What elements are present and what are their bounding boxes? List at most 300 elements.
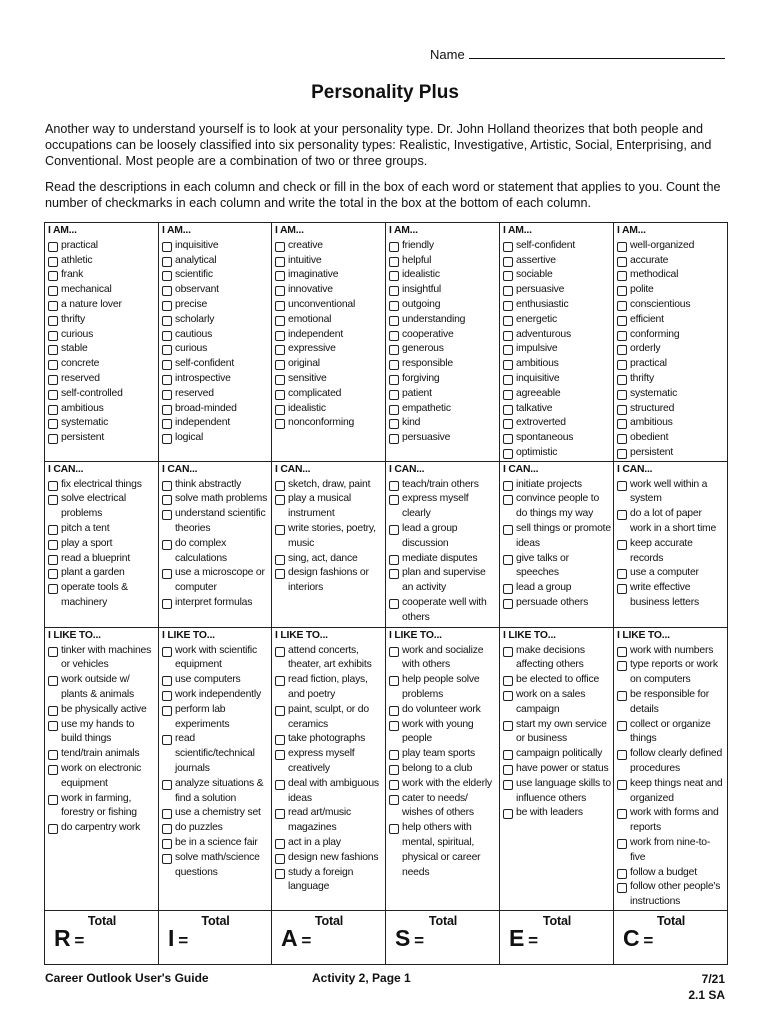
checklist-item bbox=[389, 372, 497, 387]
checklist-item-label: keep accurate records bbox=[630, 537, 693, 564]
checkbox[interactable] bbox=[275, 301, 285, 311]
checkbox[interactable] bbox=[617, 375, 627, 385]
checkbox[interactable] bbox=[48, 795, 58, 805]
checklist-item-label: analytical bbox=[175, 254, 217, 266]
checkbox[interactable] bbox=[389, 390, 399, 400]
checkbox[interactable] bbox=[389, 824, 399, 834]
checklist bbox=[389, 239, 497, 446]
checklist-item-label: persuasive bbox=[516, 284, 565, 296]
checkbox[interactable] bbox=[389, 780, 399, 790]
checklist-item-label: sell things or promote ideas bbox=[516, 522, 611, 549]
checkbox[interactable] bbox=[617, 286, 627, 296]
checkbox[interactable] bbox=[503, 434, 513, 444]
equals-sign: = bbox=[74, 930, 85, 950]
checklist-item bbox=[48, 718, 156, 748]
checkbox[interactable] bbox=[162, 301, 172, 311]
checkbox[interactable] bbox=[275, 854, 285, 864]
checkbox[interactable] bbox=[389, 271, 399, 281]
checklist-item-label: work with numbers bbox=[630, 644, 714, 656]
checkbox[interactable] bbox=[48, 390, 58, 400]
checkbox[interactable] bbox=[162, 375, 172, 385]
checklist-item-label: thrifty bbox=[61, 313, 86, 325]
checklist-item-label: empathetic bbox=[402, 402, 451, 414]
checkbox[interactable] bbox=[389, 360, 399, 370]
total-box-i[interactable] bbox=[159, 910, 272, 964]
checkbox[interactable] bbox=[503, 495, 513, 505]
checklist-item bbox=[162, 537, 269, 567]
checklist-item bbox=[617, 880, 725, 910]
checklist-item-label: belong to a club bbox=[402, 762, 473, 774]
checkbox[interactable] bbox=[617, 271, 627, 281]
checklist-item bbox=[389, 431, 497, 446]
checklist-item-label: do complex calculations bbox=[175, 537, 227, 564]
checkbox[interactable] bbox=[389, 765, 399, 775]
type-letter bbox=[503, 924, 611, 951]
checkbox[interactable] bbox=[389, 345, 399, 355]
checklist-item bbox=[275, 416, 383, 431]
checklist-item bbox=[503, 492, 611, 522]
checklist-item-label: forgiving bbox=[402, 372, 440, 384]
checkbox[interactable] bbox=[617, 721, 627, 731]
checklist-item-label: help others with mental, spiritual, physical or career needs bbox=[402, 822, 481, 878]
checkbox[interactable] bbox=[389, 750, 399, 760]
checkbox[interactable] bbox=[617, 434, 627, 444]
checklist-item-label: work and socialize with others bbox=[402, 644, 484, 671]
checkbox[interactable] bbox=[275, 390, 285, 400]
checkbox[interactable] bbox=[162, 824, 172, 834]
checklist-item bbox=[617, 866, 725, 881]
checklist-item bbox=[48, 522, 156, 537]
checklist-item bbox=[48, 283, 156, 298]
checkbox[interactable] bbox=[617, 661, 627, 671]
checklist-item bbox=[617, 283, 725, 298]
checkbox[interactable] bbox=[162, 691, 172, 701]
checklist-item-label: mechanical bbox=[61, 284, 112, 296]
name-field[interactable] bbox=[430, 46, 725, 62]
checkbox[interactable] bbox=[48, 242, 58, 252]
checklist-item-label: sociable bbox=[516, 269, 553, 281]
checklist-item-label: practical bbox=[630, 358, 667, 370]
checkbox[interactable] bbox=[503, 676, 513, 686]
checkbox[interactable] bbox=[617, 809, 627, 819]
checkbox[interactable] bbox=[617, 301, 627, 311]
checklist-item-label: be physically active bbox=[61, 703, 147, 715]
checkbox[interactable] bbox=[503, 331, 513, 341]
checkbox[interactable] bbox=[48, 584, 58, 594]
checklist-item bbox=[617, 372, 725, 387]
checkbox[interactable] bbox=[162, 331, 172, 341]
checklist-item-label: generous bbox=[402, 343, 444, 355]
checkbox[interactable] bbox=[617, 345, 627, 355]
checkbox[interactable] bbox=[503, 647, 513, 657]
checkbox[interactable] bbox=[503, 242, 513, 252]
checkbox[interactable] bbox=[275, 809, 285, 819]
checkbox[interactable] bbox=[389, 706, 399, 716]
checkbox[interactable] bbox=[275, 316, 285, 326]
checkbox[interactable] bbox=[617, 839, 627, 849]
checkbox[interactable] bbox=[389, 676, 399, 686]
checkbox[interactable] bbox=[162, 360, 172, 370]
checkbox[interactable] bbox=[48, 569, 58, 579]
checkbox[interactable] bbox=[48, 495, 58, 505]
checkbox[interactable] bbox=[162, 540, 172, 550]
cell-r-iam bbox=[45, 223, 159, 462]
total-box-e[interactable] bbox=[500, 910, 614, 964]
section-heading-ilike: I LIKE TO... bbox=[48, 629, 101, 641]
checkbox[interactable] bbox=[503, 555, 513, 565]
checkbox[interactable] bbox=[617, 540, 627, 550]
cell-s-ican bbox=[386, 461, 500, 627]
cell-e-ilike bbox=[500, 627, 614, 910]
name-blank-line[interactable] bbox=[469, 46, 725, 59]
checkbox[interactable] bbox=[48, 824, 58, 834]
checklist-item-label: read a blueprint bbox=[61, 552, 131, 564]
cell-c-iam bbox=[614, 223, 728, 462]
checkbox[interactable] bbox=[503, 481, 513, 491]
checkbox[interactable] bbox=[162, 854, 172, 864]
checkbox[interactable] bbox=[162, 510, 172, 520]
checkbox[interactable] bbox=[503, 765, 513, 775]
checklist-item-label: precise bbox=[175, 298, 208, 310]
checkbox[interactable] bbox=[162, 286, 172, 296]
checkbox[interactable] bbox=[48, 271, 58, 281]
checkbox[interactable] bbox=[503, 375, 513, 385]
checkbox[interactable] bbox=[389, 286, 399, 296]
checklist-item bbox=[162, 644, 269, 674]
checkbox[interactable] bbox=[48, 345, 58, 355]
checkbox[interactable] bbox=[389, 495, 399, 505]
checklist-item bbox=[503, 431, 611, 446]
checkbox[interactable] bbox=[389, 405, 399, 415]
checklist-item-label: self-confident bbox=[516, 239, 576, 251]
checklist-item-label: impulsive bbox=[516, 343, 558, 355]
checkbox[interactable] bbox=[503, 360, 513, 370]
checkbox[interactable] bbox=[275, 555, 285, 565]
checklist-item-label: obedient bbox=[630, 432, 669, 444]
checkbox[interactable] bbox=[617, 331, 627, 341]
checklist bbox=[275, 644, 383, 896]
checklist-item bbox=[275, 239, 383, 254]
checkbox[interactable] bbox=[275, 495, 285, 505]
checkbox[interactable] bbox=[48, 676, 58, 686]
checkbox[interactable] bbox=[48, 706, 58, 716]
checkbox[interactable] bbox=[617, 242, 627, 252]
checkbox[interactable] bbox=[617, 405, 627, 415]
checkbox[interactable] bbox=[48, 257, 58, 267]
checkbox[interactable] bbox=[162, 780, 172, 790]
checkbox[interactable] bbox=[162, 481, 172, 491]
checklist-item bbox=[48, 402, 156, 417]
checklist-item bbox=[162, 777, 269, 807]
checkbox[interactable] bbox=[389, 419, 399, 429]
checkbox[interactable] bbox=[389, 242, 399, 252]
checklist-item-label: insightful bbox=[402, 284, 442, 296]
checkbox[interactable] bbox=[503, 419, 513, 429]
checkbox[interactable] bbox=[275, 345, 285, 355]
checkbox[interactable] bbox=[275, 839, 285, 849]
checkbox[interactable] bbox=[275, 419, 285, 429]
checklist-item bbox=[503, 522, 611, 552]
checkbox[interactable] bbox=[275, 257, 285, 267]
checkbox[interactable] bbox=[48, 721, 58, 731]
checklist-item bbox=[503, 446, 611, 461]
checklist-item-label: solve electrical problems bbox=[61, 493, 126, 520]
checkbox[interactable] bbox=[162, 495, 172, 505]
total-box-c[interactable] bbox=[614, 910, 728, 964]
checklist-item-label: idealistic bbox=[288, 402, 326, 414]
checkbox[interactable] bbox=[48, 765, 58, 775]
checklist-item bbox=[48, 747, 156, 762]
type-letter bbox=[275, 924, 383, 951]
checklist-item-label: helpful bbox=[402, 254, 432, 266]
checklist-item-label: adventurous bbox=[516, 328, 571, 340]
checkbox[interactable] bbox=[617, 647, 627, 657]
checklist-item bbox=[617, 644, 725, 659]
checklist-item-label: perform lab experiments bbox=[175, 703, 230, 730]
checkbox[interactable] bbox=[275, 676, 285, 686]
checkbox[interactable] bbox=[389, 647, 399, 657]
checklist-item-label: optimistic bbox=[516, 446, 558, 458]
checkbox[interactable] bbox=[162, 647, 172, 657]
checklist-item-label: expressive bbox=[288, 343, 336, 355]
total-box-s[interactable] bbox=[386, 910, 500, 964]
checklist-item bbox=[48, 673, 156, 703]
checkbox[interactable] bbox=[503, 257, 513, 267]
checkbox[interactable] bbox=[503, 750, 513, 760]
checkbox[interactable] bbox=[617, 449, 627, 459]
checklist-item-label: frank bbox=[61, 269, 84, 281]
checkbox[interactable] bbox=[617, 584, 627, 594]
checklist-item-label: use a computer bbox=[630, 567, 699, 579]
checkbox[interactable] bbox=[162, 839, 172, 849]
checklist-item-label: thrifty bbox=[630, 372, 655, 384]
checkbox[interactable] bbox=[389, 721, 399, 731]
checkbox[interactable] bbox=[162, 809, 172, 819]
checkbox[interactable] bbox=[503, 691, 513, 701]
checklist-item bbox=[275, 747, 383, 777]
checkbox[interactable] bbox=[617, 316, 627, 326]
checkbox[interactable] bbox=[503, 721, 513, 731]
checkbox[interactable] bbox=[503, 345, 513, 355]
checkbox[interactable] bbox=[48, 316, 58, 326]
checkbox[interactable] bbox=[275, 242, 285, 252]
cell-s-ilike bbox=[386, 627, 500, 910]
checkbox[interactable] bbox=[389, 795, 399, 805]
checklist-item-label: practical bbox=[61, 239, 98, 251]
checklist-item bbox=[48, 492, 156, 522]
checkbox[interactable] bbox=[617, 691, 627, 701]
checklist-item bbox=[162, 239, 269, 254]
total-box-a[interactable] bbox=[272, 910, 386, 964]
checkbox[interactable] bbox=[389, 301, 399, 311]
checkbox[interactable] bbox=[617, 360, 627, 370]
checkbox[interactable] bbox=[48, 555, 58, 565]
checkbox[interactable] bbox=[617, 869, 627, 879]
checkbox[interactable] bbox=[617, 257, 627, 267]
checkbox[interactable] bbox=[162, 257, 172, 267]
checkbox[interactable] bbox=[503, 390, 513, 400]
checklist-item bbox=[617, 658, 725, 688]
checklist bbox=[162, 478, 269, 611]
checklist-item-label: nonconforming bbox=[288, 417, 355, 429]
checklist-item-label: collect or organize things bbox=[630, 718, 711, 745]
checkbox[interactable] bbox=[275, 735, 285, 745]
checkbox[interactable] bbox=[503, 809, 513, 819]
checklist-item-label: concrete bbox=[61, 358, 100, 370]
checkbox[interactable] bbox=[389, 599, 399, 609]
checklist-item bbox=[503, 806, 611, 821]
checkbox[interactable] bbox=[48, 331, 58, 341]
checkbox[interactable] bbox=[389, 481, 399, 491]
checkbox[interactable] bbox=[617, 780, 627, 790]
checklist-item bbox=[389, 718, 497, 748]
checklist-item bbox=[275, 673, 383, 703]
checkbox[interactable] bbox=[503, 316, 513, 326]
checklist-item-label: ambitious bbox=[61, 402, 104, 414]
checkbox[interactable] bbox=[503, 271, 513, 281]
checkbox[interactable] bbox=[48, 286, 58, 296]
checkbox[interactable] bbox=[48, 405, 58, 415]
checkbox[interactable] bbox=[48, 301, 58, 311]
checkbox[interactable] bbox=[503, 286, 513, 296]
checkbox[interactable] bbox=[389, 525, 399, 535]
checklist-item bbox=[48, 431, 156, 446]
checkbox[interactable] bbox=[275, 569, 285, 579]
checklist-item bbox=[275, 387, 383, 402]
checkbox[interactable] bbox=[389, 316, 399, 326]
checkbox[interactable] bbox=[503, 525, 513, 535]
section-heading-ican: I CAN... bbox=[389, 463, 425, 475]
checkbox[interactable] bbox=[275, 750, 285, 760]
checklist-item bbox=[617, 416, 725, 431]
checkbox[interactable] bbox=[162, 676, 172, 686]
checkbox[interactable] bbox=[275, 375, 285, 385]
checklist-item-label: responsible bbox=[402, 358, 453, 370]
checkbox[interactable] bbox=[617, 481, 627, 491]
checkbox[interactable] bbox=[48, 419, 58, 429]
checklist-item-label: operate tools & machinery bbox=[61, 582, 128, 608]
checkbox[interactable] bbox=[48, 434, 58, 444]
checkbox[interactable] bbox=[48, 360, 58, 370]
checkbox[interactable] bbox=[389, 555, 399, 565]
checkbox[interactable] bbox=[48, 375, 58, 385]
section-heading-ican: I CAN... bbox=[503, 463, 539, 475]
checkbox[interactable] bbox=[162, 271, 172, 281]
checkbox[interactable] bbox=[162, 419, 172, 429]
checklist-item-label: polite bbox=[630, 284, 654, 296]
checkbox[interactable] bbox=[162, 345, 172, 355]
checkbox[interactable] bbox=[503, 301, 513, 311]
checkbox[interactable] bbox=[275, 481, 285, 491]
checkbox[interactable] bbox=[48, 750, 58, 760]
cell-e-iam bbox=[500, 223, 614, 462]
checklist-item-label: work with forms and reports bbox=[630, 807, 719, 834]
checklist-item bbox=[48, 566, 156, 581]
checkbox[interactable] bbox=[48, 647, 58, 657]
checkbox[interactable] bbox=[48, 540, 58, 550]
checkbox[interactable] bbox=[275, 706, 285, 716]
checklist-item bbox=[48, 298, 156, 313]
checklist-item-label: deal with ambiguous ideas bbox=[288, 777, 379, 804]
checkbox[interactable] bbox=[503, 599, 513, 609]
checkbox[interactable] bbox=[617, 750, 627, 760]
checkbox[interactable] bbox=[162, 316, 172, 326]
checklist-item-label: methodical bbox=[630, 269, 679, 281]
checklist-item bbox=[275, 732, 383, 747]
type-letter-value: E bbox=[509, 924, 525, 951]
checklist-item bbox=[503, 762, 611, 777]
checkbox[interactable] bbox=[617, 419, 627, 429]
checkbox[interactable] bbox=[389, 375, 399, 385]
checkbox[interactable] bbox=[389, 331, 399, 341]
checkbox[interactable] bbox=[617, 569, 627, 579]
checkbox[interactable] bbox=[389, 569, 399, 579]
checklist-item-label: ambitious bbox=[516, 358, 559, 370]
checklist-item bbox=[162, 566, 269, 596]
checklist-item bbox=[503, 402, 611, 417]
checkbox[interactable] bbox=[48, 525, 58, 535]
checkbox[interactable] bbox=[503, 449, 513, 459]
checkbox[interactable] bbox=[503, 780, 513, 790]
checklist bbox=[48, 239, 156, 446]
checkbox[interactable] bbox=[617, 883, 627, 893]
checkbox[interactable] bbox=[503, 584, 513, 594]
checklist-item bbox=[162, 283, 269, 298]
checklist-item-label: paint, sculpt, or do ceramics bbox=[288, 703, 369, 730]
checklist bbox=[503, 644, 611, 822]
checkbox[interactable] bbox=[275, 647, 285, 657]
checkbox[interactable] bbox=[275, 405, 285, 415]
checkbox[interactable] bbox=[162, 242, 172, 252]
checkbox[interactable] bbox=[162, 706, 172, 716]
checkbox[interactable] bbox=[162, 405, 172, 415]
checklist-item-label: understand scientific theories bbox=[175, 508, 266, 534]
checkbox[interactable] bbox=[503, 405, 513, 415]
checkbox[interactable] bbox=[275, 360, 285, 370]
checklist-item bbox=[162, 268, 269, 283]
checkbox[interactable] bbox=[275, 286, 285, 296]
checkbox[interactable] bbox=[617, 390, 627, 400]
checklist-item bbox=[617, 718, 725, 748]
checkbox[interactable] bbox=[275, 331, 285, 341]
checkbox[interactable] bbox=[275, 869, 285, 879]
checkbox[interactable] bbox=[389, 434, 399, 444]
total-box-r[interactable] bbox=[45, 910, 159, 964]
checklist bbox=[617, 478, 725, 611]
checklist-item bbox=[275, 566, 383, 596]
checklist-item-label: work in farming, forestry or fishing bbox=[61, 792, 137, 819]
checkbox[interactable] bbox=[617, 510, 627, 520]
checklist-item bbox=[389, 416, 497, 431]
checkbox[interactable] bbox=[162, 390, 172, 400]
checklist-item-label: play a sport bbox=[61, 537, 113, 549]
equals-sign: = bbox=[414, 930, 424, 950]
checkbox[interactable] bbox=[48, 481, 58, 491]
checklist-item-label: initiate projects bbox=[516, 478, 582, 490]
checkbox[interactable] bbox=[275, 525, 285, 535]
checkbox[interactable] bbox=[275, 271, 285, 281]
checklist-item-label: conscientious bbox=[630, 298, 691, 310]
checkbox[interactable] bbox=[162, 599, 172, 609]
checklist-item bbox=[162, 313, 269, 328]
checkbox[interactable] bbox=[389, 257, 399, 267]
checkbox[interactable] bbox=[162, 735, 172, 745]
checklist-item bbox=[162, 416, 269, 431]
checkbox[interactable] bbox=[275, 780, 285, 790]
section-heading-iam: I AM... bbox=[275, 225, 304, 236]
checkbox[interactable] bbox=[162, 569, 172, 579]
checkbox[interactable] bbox=[162, 434, 172, 444]
